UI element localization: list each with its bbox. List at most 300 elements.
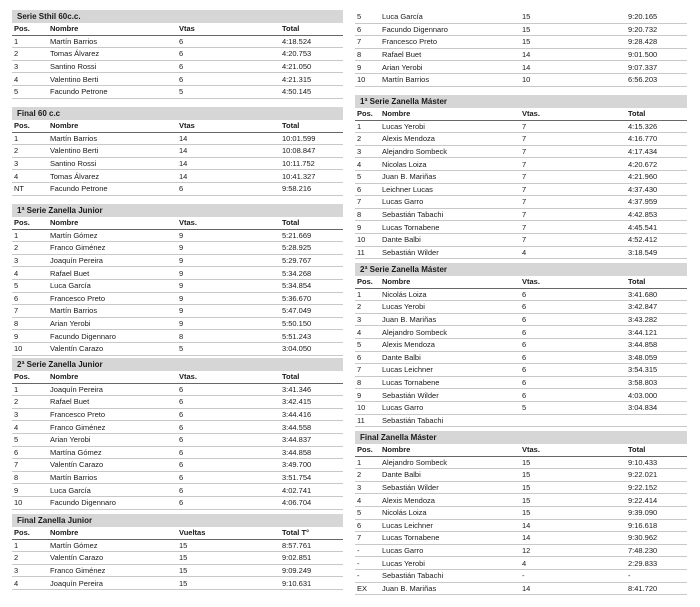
cell-total: 5:34.268 — [280, 267, 343, 280]
cell-pos: 9 — [12, 330, 48, 343]
section-title: Final 60 c.c — [12, 107, 343, 120]
column-header-total: Total — [626, 276, 687, 288]
cell-pos: 1 — [12, 383, 48, 396]
column-header-name: Nombre — [380, 108, 520, 120]
table-row — [355, 36, 687, 49]
table-row — [12, 330, 343, 343]
cell-laps: 6 — [177, 421, 280, 434]
cell-pos: 1 — [12, 229, 48, 242]
cell-total: 4:20.672 — [626, 158, 687, 171]
cell-pos: 6 — [355, 519, 380, 532]
cell-name: Franco Giménez — [48, 564, 177, 577]
table-row — [355, 494, 687, 507]
cell-name: Facundo Digennaro — [380, 23, 520, 36]
cell-laps: 6 — [520, 376, 626, 389]
results-section-serie-sthil-60c-c — [12, 10, 343, 99]
table-row — [12, 471, 343, 484]
cell-name: Juan B. Mariñas — [380, 170, 520, 183]
cell-total: 5:34.854 — [280, 279, 343, 292]
column-header-laps: Vtas — [177, 23, 280, 35]
cell-pos: 8 — [355, 208, 380, 221]
cell-total: 2:29.833 — [626, 557, 687, 570]
results-section-final-zanella-junior — [12, 514, 343, 590]
cell-pos: 5 — [355, 338, 380, 351]
table-row — [355, 469, 687, 482]
cell-laps: 9 — [177, 229, 280, 242]
column-header-total: Total — [280, 371, 343, 383]
cell-name: Joaquín Pereira — [48, 254, 177, 267]
column-header-laps: Vtas. — [177, 217, 280, 229]
cell-pos: 6 — [355, 183, 380, 196]
cell-name: Arian Yerobi — [380, 61, 520, 74]
results-table — [355, 108, 687, 259]
table-row — [12, 48, 343, 61]
cell-name: Lucas Garro — [380, 401, 520, 414]
cell-total: 4:17.434 — [626, 145, 687, 158]
table-row — [355, 246, 687, 259]
table-row — [12, 267, 343, 280]
cell-total: 10:01.599 — [280, 132, 343, 145]
table-header-row — [12, 527, 343, 539]
cell-name: Juan B. Mariñas — [380, 313, 520, 326]
table-row — [12, 73, 343, 86]
table-row — [12, 317, 343, 330]
cell-pos: 4 — [355, 494, 380, 507]
cell-pos: 4 — [355, 158, 380, 171]
cell-pos: 8 — [12, 317, 48, 330]
cell-laps: 4 — [520, 557, 626, 570]
table-header-row — [12, 120, 343, 132]
results-table — [12, 217, 343, 356]
cell-total: 9:16.618 — [626, 519, 687, 532]
cell-pos: 6 — [355, 23, 380, 36]
table-row — [12, 132, 343, 145]
cell-laps: 6 — [520, 326, 626, 339]
results-section-2-serie-zanella-junior — [12, 358, 343, 510]
cell-pos: - — [355, 569, 380, 582]
cell-name: Joaquín Pereira — [48, 577, 177, 590]
table-row — [12, 60, 343, 73]
cell-laps: 6 — [177, 496, 280, 509]
cell-name: Tomas Álvarez — [48, 170, 177, 183]
cell-laps: 7 — [520, 133, 626, 146]
cell-laps: 6 — [177, 60, 280, 73]
table-row — [355, 313, 687, 326]
cell-laps: 6 — [177, 484, 280, 497]
cell-total: 3:42.847 — [626, 301, 687, 314]
cell-total: 5:36.670 — [280, 292, 343, 305]
cell-total: 9:39.090 — [626, 506, 687, 519]
cell-name: Martín Barrios — [48, 35, 177, 48]
cell-pos: 3 — [355, 313, 380, 326]
cell-pos: 5 — [355, 11, 380, 23]
table-row — [355, 145, 687, 158]
cell-pos: 2 — [12, 48, 48, 61]
cell-pos: - — [355, 544, 380, 557]
section-title: 2ª Serie Zanella Máster — [355, 263, 687, 276]
results-section-1-serie-zanella-junior — [12, 204, 343, 356]
cell-pos: 7 — [12, 459, 48, 472]
cell-name: Lucas Tornabene — [380, 532, 520, 545]
results-section-final-zanella-master — [355, 431, 687, 595]
cell-laps: 6 — [177, 48, 280, 61]
table-row — [355, 389, 687, 402]
cell-name: Lucas Leichner — [380, 364, 520, 377]
cell-pos: 3 — [12, 564, 48, 577]
cell-laps: 14 — [520, 61, 626, 74]
table-row — [355, 401, 687, 414]
cell-name: Rafael Buet — [380, 48, 520, 61]
cell-laps: 15 — [177, 577, 280, 590]
table-row — [355, 582, 687, 595]
cell-pos: 2 — [12, 396, 48, 409]
cell-laps: 6 — [177, 459, 280, 472]
column-header-name: Nombre — [48, 120, 177, 132]
table-row — [12, 157, 343, 170]
table-header-row — [355, 276, 687, 288]
cell-total: 9:22.152 — [626, 481, 687, 494]
table-row — [355, 73, 687, 86]
cell-pos: NT — [12, 182, 48, 195]
table-row — [12, 421, 343, 434]
cell-pos: 5 — [12, 433, 48, 446]
table-row — [12, 396, 343, 409]
cell-name: Sebastián Tabachi — [380, 208, 520, 221]
cell-pos: 10 — [12, 496, 48, 509]
cell-name: Dante Balbi — [380, 233, 520, 246]
cell-pos: 5 — [355, 506, 380, 519]
table-row — [12, 229, 343, 242]
section-title: Serie Sthil 60c.c. — [12, 10, 343, 23]
table-row — [355, 11, 687, 23]
cell-total: 9:01.500 — [626, 48, 687, 61]
cell-total: 9:20.732 — [626, 23, 687, 36]
cell-pos: 7 — [355, 196, 380, 209]
cell-laps: 7 — [520, 183, 626, 196]
cell-total: 9:10.433 — [626, 456, 687, 469]
table-row — [355, 170, 687, 183]
cell-name: Facundo Digennaro — [48, 330, 177, 343]
cell-pos: 4 — [12, 73, 48, 86]
table-row — [12, 35, 343, 48]
cell-total: 5:21.669 — [280, 229, 343, 242]
table-header-row — [12, 371, 343, 383]
cell-pos: 7 — [355, 36, 380, 49]
cell-pos: 3 — [12, 254, 48, 267]
column-header-total: Total T° — [280, 527, 343, 539]
table-row — [12, 446, 343, 459]
table-row — [355, 338, 687, 351]
cell-laps: 15 — [520, 494, 626, 507]
column-header-name: Nombre — [48, 527, 177, 539]
cell-name: Alejandro Sombeck — [380, 326, 520, 339]
cell-total: 5:51.243 — [280, 330, 343, 343]
results-section-2-serie-zanella-master — [355, 263, 687, 427]
cell-name: Dante Balbi — [380, 351, 520, 364]
cell-total: 4:02.741 — [280, 484, 343, 497]
cell-total: 3:54.315 — [626, 364, 687, 377]
cell-laps: 14 — [177, 157, 280, 170]
cell-name: Facundo Petrone — [48, 85, 177, 98]
cell-name: Lucas Garro — [380, 196, 520, 209]
column-header-pos: Pos. — [12, 371, 48, 383]
table-row — [355, 557, 687, 570]
cell-laps: 6 — [520, 351, 626, 364]
table-row — [12, 552, 343, 565]
cell-name: Valentino Berti — [48, 145, 177, 158]
cell-pos: 9 — [355, 389, 380, 402]
table-row — [355, 208, 687, 221]
results-table — [355, 11, 687, 87]
column-header-pos: Pos. — [12, 217, 48, 229]
cell-laps: 6 — [177, 408, 280, 421]
cell-laps: 15 — [520, 506, 626, 519]
table-row — [355, 288, 687, 301]
cell-name: Arian Yerobi — [48, 317, 177, 330]
table-row — [12, 342, 343, 355]
cell-total: 4:03.000 — [626, 389, 687, 402]
column-header-total: Total — [626, 444, 687, 456]
cell-pos: 4 — [12, 577, 48, 590]
cell-name: Martín Barrios — [48, 132, 177, 145]
cell-pos: 6 — [355, 351, 380, 364]
cell-total: 5:47.049 — [280, 305, 343, 318]
cell-pos: 1 — [355, 456, 380, 469]
cell-laps: 9 — [177, 317, 280, 330]
cell-pos: 3 — [12, 157, 48, 170]
results-section-1-serie-zanella-master — [355, 95, 687, 259]
table-row — [355, 414, 687, 427]
table-row — [12, 182, 343, 195]
cell-total: 3:44.858 — [280, 446, 343, 459]
cell-total: 5:50.150 — [280, 317, 343, 330]
section-title: Final Zanella Máster — [355, 431, 687, 444]
table-row — [12, 484, 343, 497]
cell-pos: 10 — [355, 233, 380, 246]
cell-laps: 7 — [520, 120, 626, 133]
cell-total: 3:49.700 — [280, 459, 343, 472]
cell-total: 4:21.960 — [626, 170, 687, 183]
cell-pos: 1 — [12, 539, 48, 552]
cell-pos: 2 — [12, 242, 48, 255]
cell-name: Sebastián Tabachi — [380, 569, 520, 582]
column-header-pos: Pos. — [12, 120, 48, 132]
cell-laps: 7 — [520, 221, 626, 234]
cell-total: 4:18.524 — [280, 35, 343, 48]
table-row — [12, 242, 343, 255]
cell-pos: 5 — [12, 85, 48, 98]
cell-name: Tomas Álvarez — [48, 48, 177, 61]
cell-pos: 1 — [355, 288, 380, 301]
cell-pos: 2 — [355, 133, 380, 146]
cell-pos: 4 — [12, 421, 48, 434]
cell-laps — [520, 414, 626, 427]
cell-pos: 3 — [12, 60, 48, 73]
cell-laps: 9 — [177, 292, 280, 305]
cell-laps: 6 — [177, 383, 280, 396]
cell-total: 3:48.059 — [626, 351, 687, 364]
cell-pos: 2 — [12, 552, 48, 565]
table-header-row — [355, 444, 687, 456]
cell-pos: 10 — [355, 73, 380, 86]
cell-laps: 7 — [520, 145, 626, 158]
cell-laps: 6 — [177, 446, 280, 459]
cell-name: Valentín Carazo — [48, 459, 177, 472]
section-title: 2ª Serie Zanella Junior — [12, 358, 343, 371]
cell-total: 7:48.230 — [626, 544, 687, 557]
cell-pos: 2 — [12, 145, 48, 158]
results-section-continued — [355, 11, 687, 87]
cell-total: 3:58.803 — [626, 376, 687, 389]
cell-laps: 15 — [520, 456, 626, 469]
cell-laps: 7 — [520, 196, 626, 209]
cell-total: 4:52.412 — [626, 233, 687, 246]
cell-name: Nicolás Loiza — [380, 506, 520, 519]
table-row — [12, 496, 343, 509]
table-row — [12, 577, 343, 590]
cell-pos: 6 — [12, 292, 48, 305]
table-row — [355, 196, 687, 209]
cell-laps: 12 — [520, 544, 626, 557]
cell-laps: 15 — [520, 469, 626, 482]
cell-total: 9:58.216 — [280, 182, 343, 195]
cell-laps: 15 — [520, 11, 626, 23]
column-header-name: Nombre — [380, 444, 520, 456]
cell-total: 3:18.549 — [626, 246, 687, 259]
results-table — [12, 527, 343, 590]
cell-total: 9:20.165 — [626, 11, 687, 23]
cell-total: 3:44.858 — [626, 338, 687, 351]
results-table — [12, 120, 343, 196]
cell-total — [626, 414, 687, 427]
table-header-row — [12, 23, 343, 35]
table-row — [12, 564, 343, 577]
column-header-laps: Vtas. — [520, 444, 626, 456]
cell-total: 6:56.203 — [626, 73, 687, 86]
cell-total: 9:09.249 — [280, 564, 343, 577]
cell-laps: 7 — [520, 158, 626, 171]
table-row — [355, 233, 687, 246]
cell-pos: 3 — [12, 408, 48, 421]
cell-pos: 4 — [355, 326, 380, 339]
results-table — [12, 371, 343, 510]
cell-name: Sebastián Tabachi — [380, 414, 520, 427]
cell-laps: 6 — [177, 182, 280, 195]
cell-name: Martín Barrios — [380, 73, 520, 86]
cell-name: Valentino Berti — [48, 73, 177, 86]
table-row — [355, 481, 687, 494]
cell-name: Joaquín Pereira — [48, 383, 177, 396]
table-row — [355, 532, 687, 545]
cell-pos: 8 — [355, 376, 380, 389]
cell-name: Santino Rossi — [48, 60, 177, 73]
table-row — [355, 506, 687, 519]
cell-total: 4:37.959 — [626, 196, 687, 209]
cell-pos: 1 — [12, 35, 48, 48]
cell-laps: 8 — [177, 330, 280, 343]
cell-laps: 6 — [177, 433, 280, 446]
cell-total: 3:44.121 — [626, 326, 687, 339]
cell-laps: 6 — [520, 364, 626, 377]
cell-laps: 14 — [520, 532, 626, 545]
cell-name: Valentín Carazo — [48, 552, 177, 565]
cell-name: Nicolás Loiza — [380, 288, 520, 301]
cell-laps: 9 — [177, 254, 280, 267]
cell-laps: 6 — [520, 338, 626, 351]
cell-laps: 14 — [520, 582, 626, 595]
cell-laps: 6 — [520, 288, 626, 301]
cell-name: Lucas Tornabene — [380, 221, 520, 234]
cell-total: 3:51.754 — [280, 471, 343, 484]
table-row — [355, 326, 687, 339]
cell-pos: 8 — [12, 471, 48, 484]
column-header-pos: Pos. — [355, 108, 380, 120]
column-header-name: Nombre — [48, 217, 177, 229]
cell-pos: 9 — [12, 484, 48, 497]
table-row — [355, 301, 687, 314]
table-row — [12, 459, 343, 472]
cell-name: Nicolas Loiza — [380, 158, 520, 171]
table-row — [355, 351, 687, 364]
cell-total: 3:44.416 — [280, 408, 343, 421]
cell-total: 3:41.346 — [280, 383, 343, 396]
results-table — [12, 23, 343, 99]
cell-name: Francesco Preto — [48, 292, 177, 305]
cell-laps: 9 — [177, 279, 280, 292]
table-row — [12, 85, 343, 98]
cell-total: - — [626, 569, 687, 582]
cell-name: Martín Gómez — [48, 539, 177, 552]
cell-name: Sebastián Wilder — [380, 389, 520, 402]
cell-pos: EX — [355, 582, 380, 595]
cell-name: Luca García — [48, 484, 177, 497]
cell-pos: 5 — [12, 279, 48, 292]
cell-total: 5:28.925 — [280, 242, 343, 255]
cell-total: 4:21.315 — [280, 73, 343, 86]
cell-pos: 9 — [355, 61, 380, 74]
cell-laps: 9 — [177, 242, 280, 255]
cell-laps: 15 — [177, 552, 280, 565]
column-header-name: Nombre — [48, 371, 177, 383]
cell-name: Juan B. Mariñas — [380, 582, 520, 595]
cell-laps: 6 — [520, 301, 626, 314]
cell-name: Leichner Lucas — [380, 183, 520, 196]
cell-name: Martín Gómez — [48, 229, 177, 242]
table-row — [355, 456, 687, 469]
cell-pos: 11 — [355, 246, 380, 259]
table-row — [12, 279, 343, 292]
cell-laps: 14 — [520, 519, 626, 532]
column-header-laps: Vueltas — [177, 527, 280, 539]
table-row — [355, 183, 687, 196]
cell-pos: 2 — [355, 469, 380, 482]
table-row — [355, 48, 687, 61]
cell-laps: 15 — [177, 564, 280, 577]
cell-laps: 7 — [520, 170, 626, 183]
cell-total: 8:57.761 — [280, 539, 343, 552]
table-row — [12, 145, 343, 158]
column-header-total: Total — [280, 120, 343, 132]
cell-name: Lucas Leichner — [380, 519, 520, 532]
cell-pos: 10 — [12, 342, 48, 355]
cell-pos: 3 — [355, 481, 380, 494]
cell-total: 3:04.834 — [626, 401, 687, 414]
cell-name: Lucas Tornabene — [380, 376, 520, 389]
cell-pos: 3 — [355, 145, 380, 158]
cell-name: Lucas Garro — [380, 544, 520, 557]
cell-total: 4:15.326 — [626, 120, 687, 133]
column-header-laps: Vtas — [177, 120, 280, 132]
